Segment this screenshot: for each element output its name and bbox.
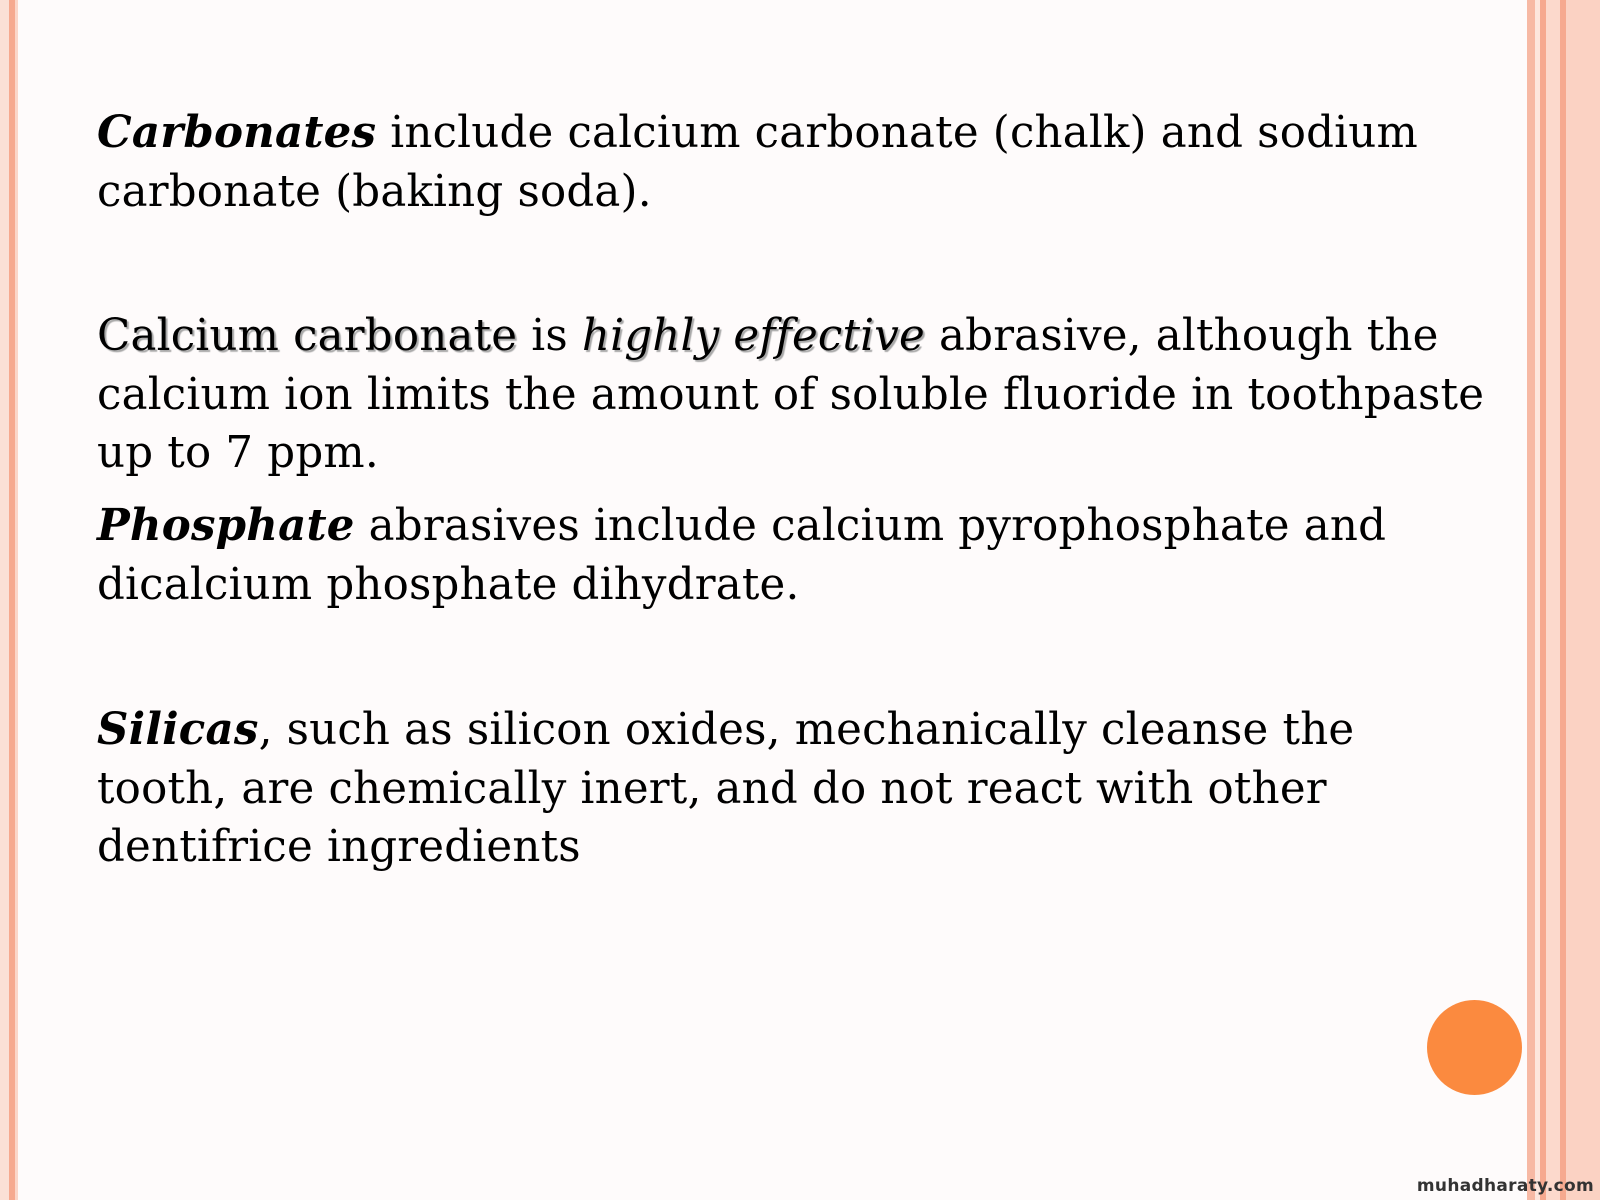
right-border-stripe bbox=[1546, 0, 1560, 1200]
paragraph-text: is bbox=[517, 311, 582, 361]
paragraph-line bbox=[97, 307, 1517, 366]
left-border-stripe bbox=[0, 0, 9, 1200]
paragraph-text: include calcium carbonate (chalk) and sodium bbox=[376, 108, 1418, 158]
term-calcium-carbonate: Calcium carbonate bbox=[97, 311, 518, 361]
paragraph-line: up to 7 ppm. bbox=[97, 428, 379, 478]
term-silicas: Silicas bbox=[97, 704, 259, 755]
paragraph-calcium-carbonate bbox=[97, 307, 1517, 483]
left-border-stripe bbox=[15, 0, 18, 1200]
paragraph-line: dicalcium phosphate dihydrate. bbox=[97, 559, 800, 610]
emphasis-highly-effective: highly effective bbox=[581, 311, 925, 361]
paragraph-carbonates bbox=[97, 104, 1517, 221]
paragraph-line: dentifrice ingredients bbox=[97, 822, 581, 872]
paragraph-phosphate bbox=[97, 497, 1517, 614]
paragraph-text: abrasives include calcium pyrophosphate and bbox=[354, 501, 1387, 551]
paragraph-silicas bbox=[97, 701, 1517, 877]
term-phosphate: Phosphate bbox=[97, 500, 355, 551]
paragraph-text: abrasive, although the bbox=[924, 311, 1439, 361]
paragraph-line: calcium ion limits the amount of soluble fluoride in toothpaste bbox=[97, 369, 1485, 420]
paragraph-line bbox=[97, 701, 1517, 760]
right-border-stripe bbox=[1527, 0, 1535, 1200]
term-carbonates: Carbonates bbox=[97, 107, 377, 158]
paragraph-line: tooth, are chemically inert, and do not react with other bbox=[97, 763, 1327, 814]
paragraph-text: , such as silicon oxides, mechanically cleanse the bbox=[258, 705, 1355, 755]
watermark: muhadharaty.com bbox=[1416, 1176, 1594, 1196]
decorative-circle bbox=[1427, 1000, 1522, 1095]
paragraph-line bbox=[97, 497, 1517, 556]
paragraph-line: carbonate (baking soda). bbox=[97, 166, 652, 217]
right-border-stripe bbox=[1566, 0, 1600, 1200]
paragraph-line bbox=[97, 104, 1517, 163]
